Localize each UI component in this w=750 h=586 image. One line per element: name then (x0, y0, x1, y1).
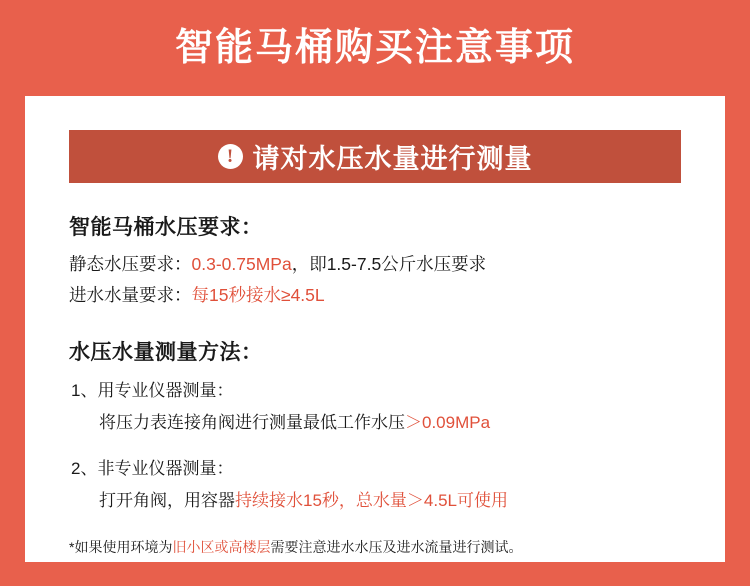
footnote-prefix: *如果使用环境为 (69, 539, 173, 555)
method-2-detail-value: 持续接水15秒，总水量＞4.5L可使用 (235, 491, 508, 510)
static-pressure-line (69, 251, 486, 277)
section-heading-water-pressure: 智能马桶水压要求： (69, 216, 263, 239)
inlet-flow-line (69, 282, 325, 308)
warning-banner-inner (218, 137, 533, 176)
footnote-suffix: 需要注意进水水压及进水流量进行测试。 (270, 539, 523, 555)
footnote (69, 536, 522, 558)
method-1-detail-value: ＞0.09MPa (405, 413, 491, 432)
method-item-1-label: 1、用专业仪器测量： (71, 381, 234, 400)
warning-banner-text: 请对水压水量进行测量 (252, 144, 533, 174)
method-item-2-detail (99, 488, 508, 514)
method-item-2-label: 2、非专业仪器测量： (71, 459, 234, 478)
exclamation-circle-icon: ! (218, 144, 243, 169)
inlet-flow-value: 每15秒接水≥4.5L (191, 285, 325, 305)
method-2-detail-prefix: 打开角阀，用容器 (99, 491, 235, 510)
page-title: 智能马桶购买注意事项 (174, 27, 575, 69)
static-pressure-suffix: ，即1.5-7.5公斤水压要求 (291, 254, 487, 274)
section-heading-measure-method: 水压水量测量方法： (69, 341, 263, 364)
inlet-flow-prefix: 进水水量要求： (69, 285, 192, 305)
method-item-1-detail (99, 410, 490, 436)
static-pressure-prefix: 静态水压要求： (69, 254, 192, 274)
content-card (25, 96, 725, 562)
footnote-highlight: 旧小区或高楼层 (172, 539, 271, 555)
static-pressure-value: 0.3-0.75MPa (191, 254, 292, 274)
method-1-detail-prefix: 将压力表连接角阀进行测量最低工作水压 (99, 413, 405, 432)
warning-banner (69, 130, 681, 183)
